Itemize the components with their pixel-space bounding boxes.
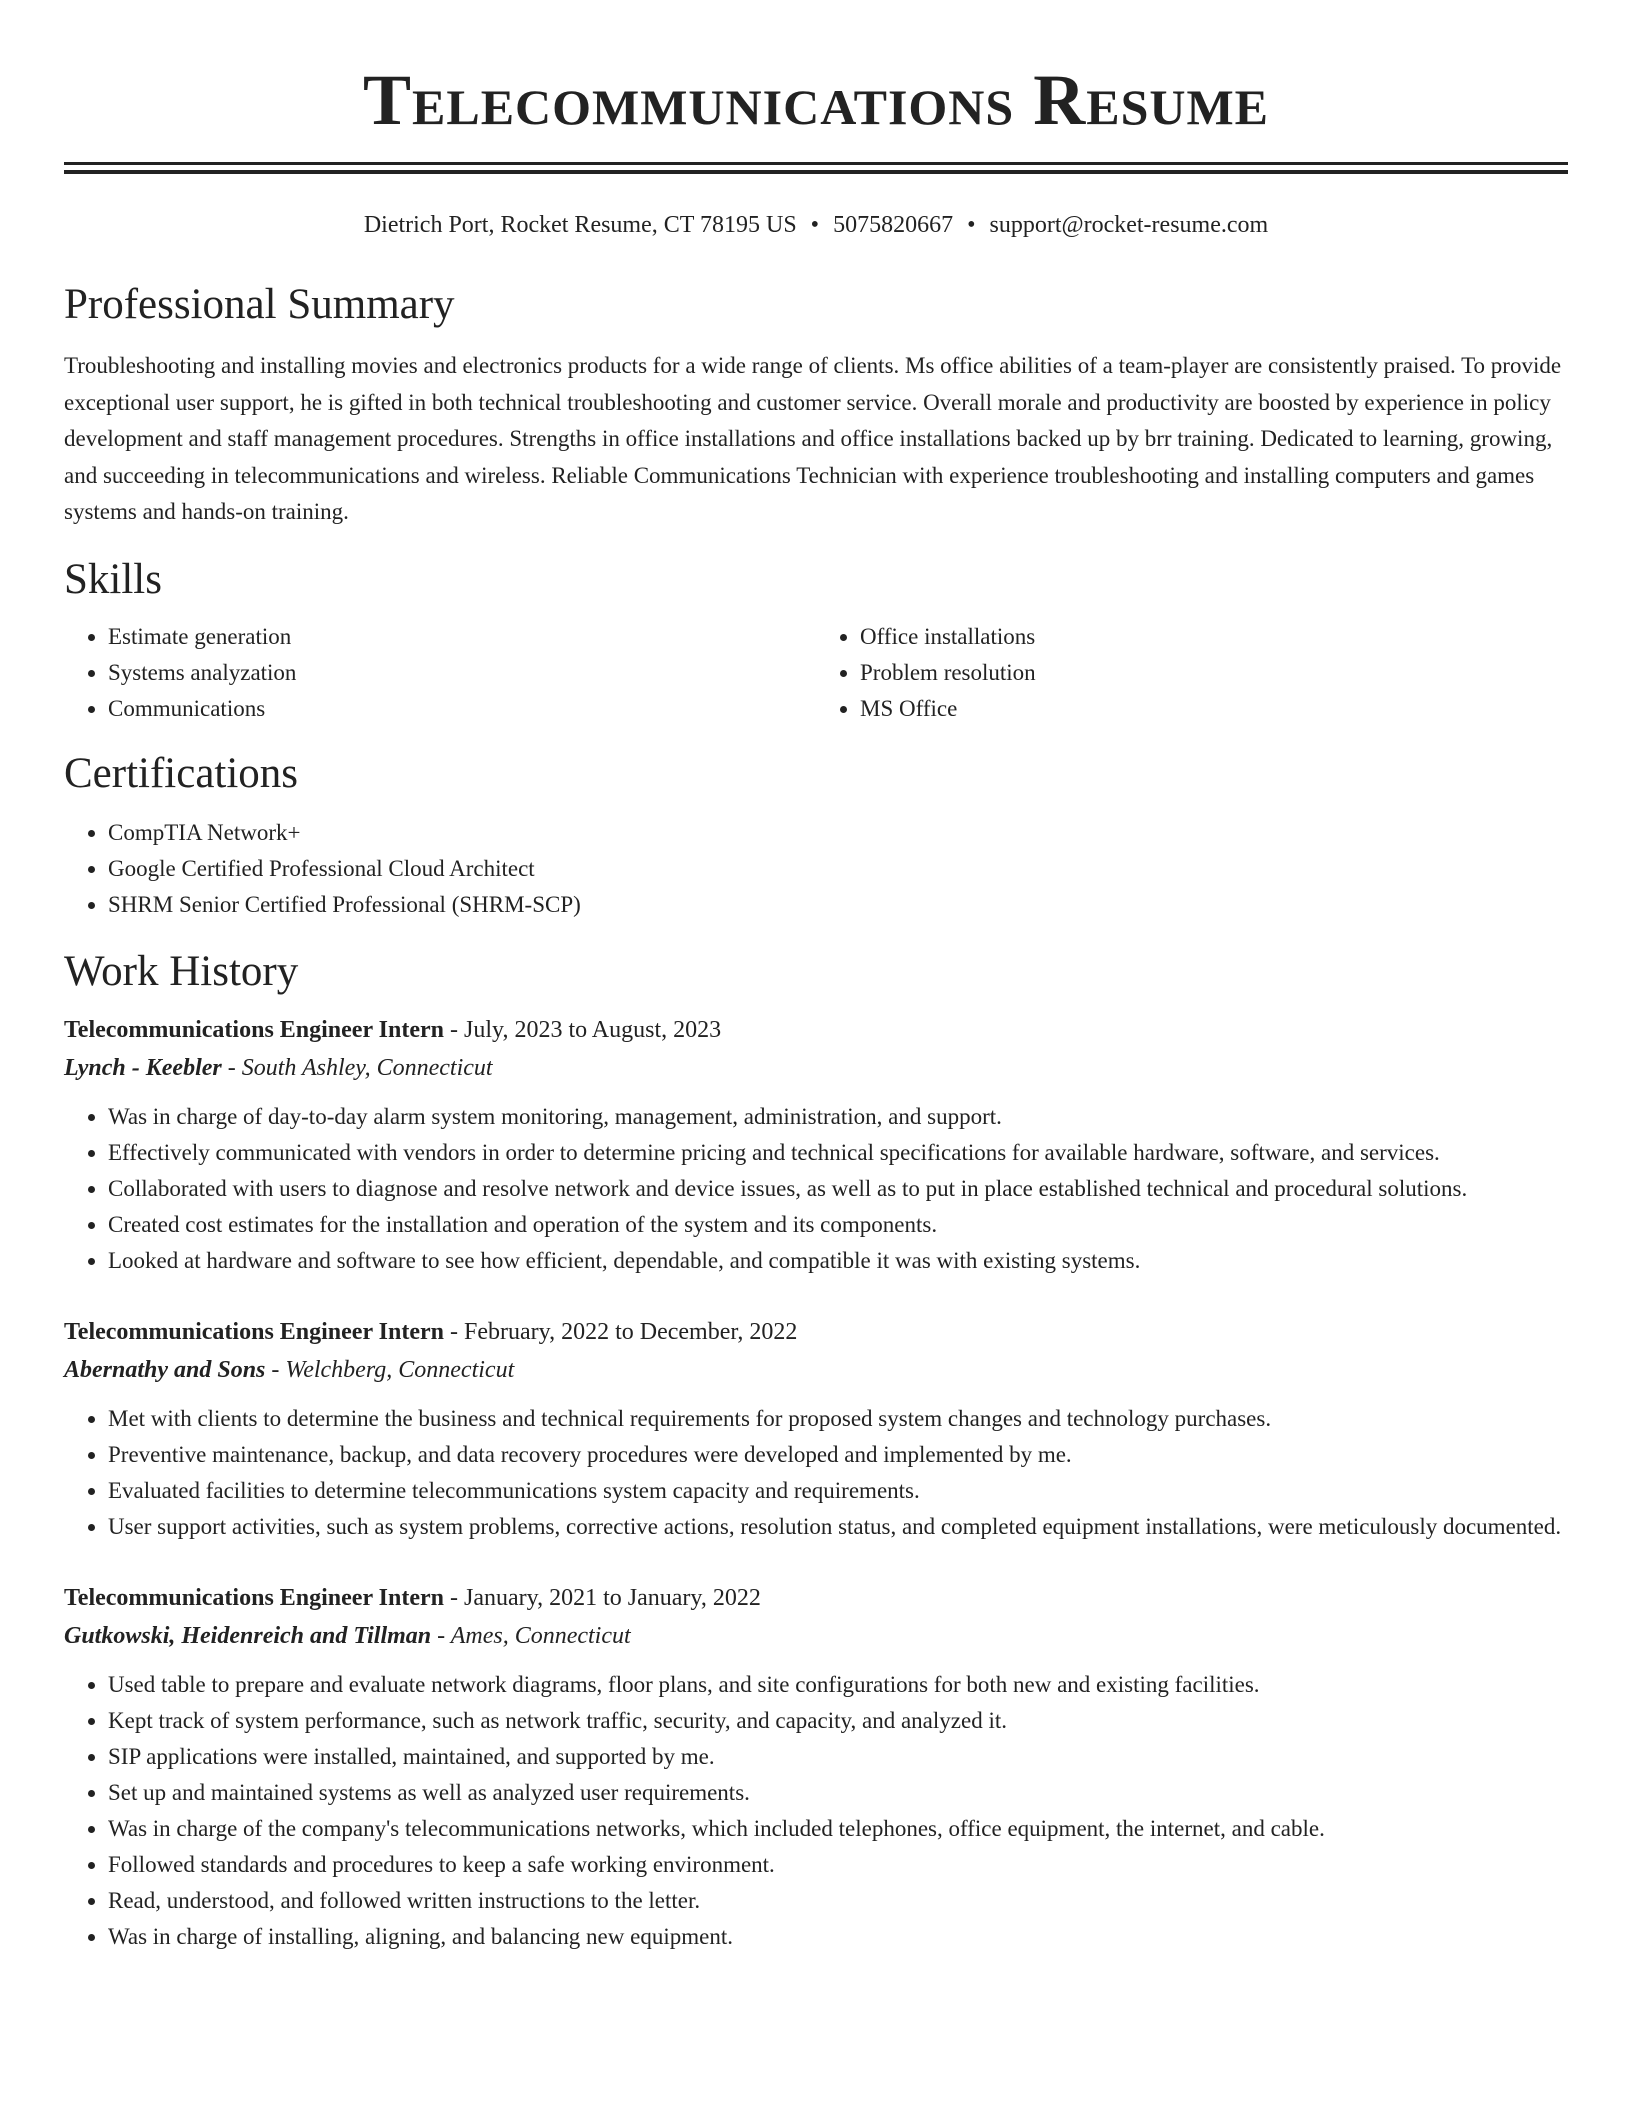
contact-email: support@rocket-resume.com — [989, 212, 1269, 238]
job-title: Telecommunications Engineer Intern — [64, 1016, 445, 1043]
job-entry — [64, 1579, 1568, 1955]
job-dates: - February, 2022 to December, 2022 — [444, 1318, 798, 1345]
work-history-heading: Work History — [64, 947, 299, 995]
skills-heading: Skills — [64, 555, 162, 603]
job-bullets — [64, 1099, 1568, 1279]
job-bullet: • Read, understood, and followed written instructions to the letter. — [108, 1883, 1568, 1919]
skill-item: • Systems analyzation — [108, 655, 816, 691]
job-dates: - July, 2023 to August, 2023 — [444, 1016, 722, 1043]
certifications-list — [64, 815, 1568, 923]
summary-text: Troubleshooting and installing movies and electronics products for a wide range of clients. Ms office abilities of a team-player are consistently praised. To provide exceptional user support, he is gifted in both technical troubleshooting and customer service. Overall morale and productivity are boosted by experience in policy development and staff management procedures. Strengths in office installations and office installations backed up by brr training. Dedicated to learning, growing, and succeeding in telecommunications and wireless. Reliable Communications Technician with experience troubleshooting and installing computers and games systems and hands-on training. — [64, 353, 1562, 524]
job-bullet: • Was in charge of day-to-day alarm system monitoring, management, administration, and support. — [108, 1099, 1568, 1135]
skill-item: • Office installations — [860, 619, 1568, 655]
job-bullets — [64, 1401, 1568, 1545]
job-title-line — [64, 1313, 1568, 1351]
job-company-line — [64, 1049, 1568, 1087]
skill-item: • Estimate generation — [108, 619, 816, 655]
job-company-line — [64, 1617, 1568, 1655]
job-entry — [64, 1313, 1568, 1545]
job-bullet: • SIP applications were installed, maintained, and supported by me. — [108, 1739, 1568, 1775]
job-bullet: • Preventive maintenance, backup, and data recovery procedures were developed and implemented by me. — [108, 1437, 1568, 1473]
job-bullet: • Effectively communicated with vendors in order to determine pricing and technical specifications for available hardware, software, and services. — [108, 1135, 1568, 1171]
job-bullet: • Was in charge of installing, aligning, and balancing new equipment. — [108, 1919, 1568, 1955]
skills-columns — [64, 619, 1568, 727]
job-bullet: • Created cost estimates for the installation and operation of the system and its components. — [108, 1207, 1568, 1243]
job-bullet: • Followed standards and procedures to keep a safe working environment. — [108, 1847, 1568, 1883]
contact-separator: • — [967, 212, 976, 238]
job-bullet: • Used table to prepare and evaluate network diagrams, floor plans, and site configurations for both new and existing facilities. — [108, 1667, 1568, 1703]
summary-heading: Professional Summary — [64, 281, 455, 328]
skill-item: • Problem resolution — [860, 655, 1568, 691]
job-bullets — [64, 1667, 1568, 1955]
job-location: - Welchberg, Connecticut — [265, 1356, 515, 1383]
title-divider-bottom — [64, 170, 1568, 174]
contact-separator: • — [810, 212, 820, 238]
certification-item: • Google Certified Professional Cloud Architect — [108, 851, 1568, 887]
job-company-line — [64, 1351, 1568, 1389]
skill-item: • MS Office — [860, 691, 1568, 727]
job-title: Telecommunications Engineer Intern — [64, 1584, 445, 1611]
job-company: Abernathy and Sons — [64, 1356, 266, 1383]
job-dates: - January, 2021 to January, 2022 — [444, 1584, 761, 1611]
contact-phone: 5075820667 — [833, 212, 954, 238]
job-bullet: • Kept track of system performance, such as network traffic, security, and capacity, and analyzed it. — [108, 1703, 1568, 1739]
skills-list-right — [816, 619, 1568, 727]
contact-line — [64, 210, 1568, 240]
certifications-heading: Certifications — [64, 749, 299, 797]
job-company: Lynch - Keebler — [64, 1054, 222, 1081]
job-bullet: • Met with clients to determine the business and technical requirements for proposed system changes and technology purchases. — [108, 1401, 1568, 1437]
job-location: - Ames, Connecticut — [431, 1622, 631, 1649]
job-title: Telecommunications Engineer Intern — [64, 1318, 445, 1345]
skill-item: • Communications — [108, 691, 816, 727]
contact-address: Dietrich Port, Rocket Resume, CT 78195 US — [363, 212, 797, 238]
skills-list-left — [64, 619, 816, 727]
certification-item: • SHRM Senior Certified Professional (SHRM-SCP) — [108, 887, 1568, 923]
job-bullet: • Collaborated with users to diagnose and resolve network and device issues, as well as to put in place established technical and procedural solutions. — [108, 1171, 1568, 1207]
job-location: - South Ashley, Connecticut — [221, 1054, 493, 1081]
job-bullet: • Evaluated facilities to determine telecommunications system capacity and requirements. — [108, 1473, 1568, 1509]
job-bullet: • User support activities, such as system problems, corrective actions, resolution status, and completed equipment installations, were meticulously documented. — [108, 1509, 1568, 1545]
job-entry — [64, 1011, 1568, 1279]
job-title-line — [64, 1579, 1568, 1617]
job-bullet: • Was in charge of the company's telecommunications networks, which included telephones, office equipment, the internet, and cable. — [108, 1811, 1568, 1847]
resume-title: Telecommunications Resume — [362, 60, 1270, 140]
certification-item: • CompTIA Network+ — [108, 815, 1568, 851]
job-company: Gutkowski, Heidenreich and Tillman — [64, 1622, 432, 1649]
job-title-line — [64, 1011, 1568, 1049]
title-divider-top — [64, 162, 1568, 165]
job-bullet: • Looked at hardware and software to see how efficient, dependable, and compatible it was with existing systems. — [108, 1243, 1568, 1279]
job-bullet: • Set up and maintained systems as well as analyzed user requirements. — [108, 1775, 1568, 1811]
